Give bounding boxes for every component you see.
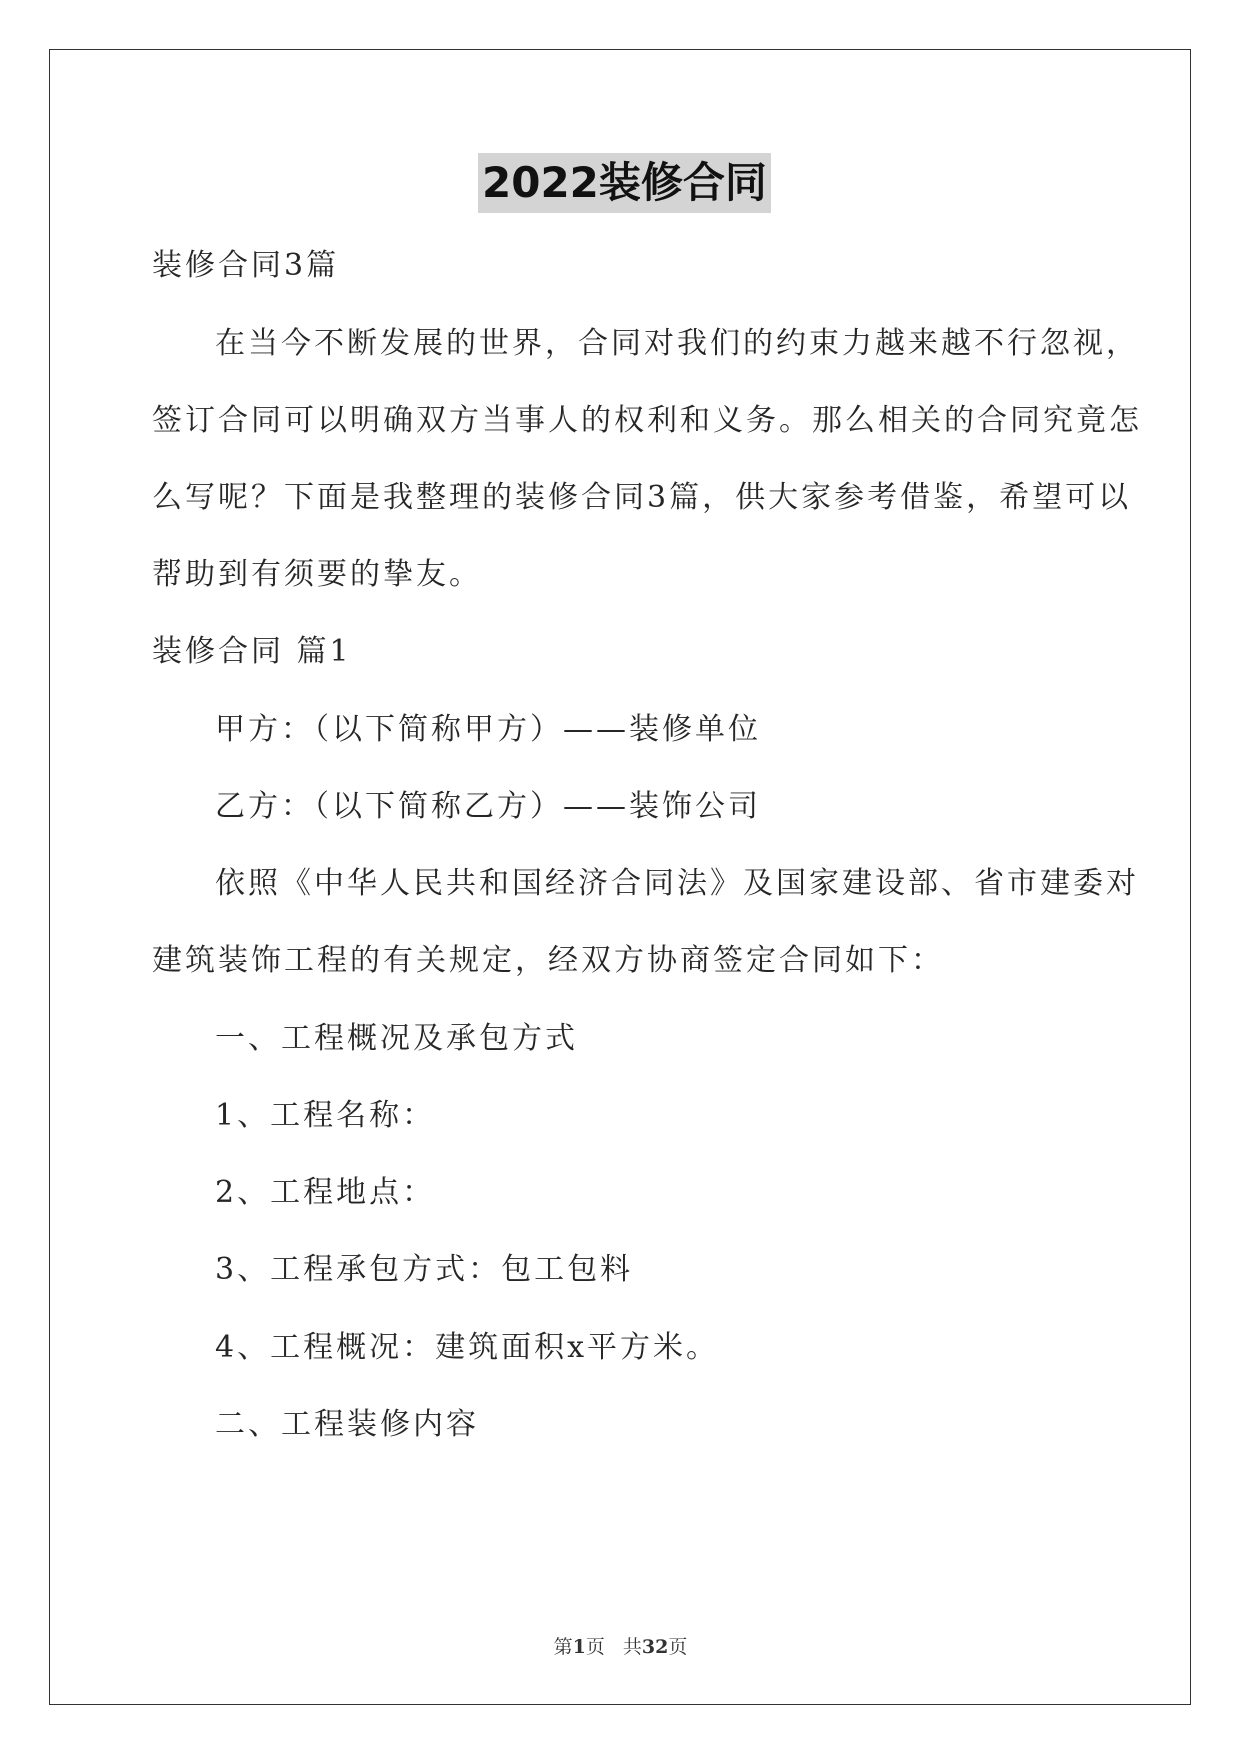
clause-item: 1、工程名称： bbox=[215, 1098, 436, 1133]
section-heading: 装修合同3篇 bbox=[152, 248, 340, 283]
document-title: 2022装修合同 bbox=[478, 153, 771, 213]
clause-heading: 二、工程装修内容 bbox=[215, 1407, 479, 1442]
party-b-line: 乙方：（以下简称乙方）——装饰公司 bbox=[215, 789, 761, 824]
footer-total-pages: 32 bbox=[641, 1636, 669, 1658]
section-heading: 装修合同 篇1 bbox=[152, 634, 352, 669]
footer-total-prefix: 共 bbox=[622, 1636, 642, 1658]
footer-total-suffix: 页 bbox=[668, 1636, 688, 1658]
intro-paragraph-line: 签订合同可以明确双方当事人的权利和义务。那么相关的合同究竟怎 bbox=[152, 403, 1142, 438]
clause-item: 3、工程承包方式：包工包料 bbox=[215, 1252, 634, 1287]
footer-page-number: 1 bbox=[572, 1636, 586, 1658]
clause-item: 2、工程地点： bbox=[215, 1175, 436, 1210]
clause-heading: 一、工程概况及承包方式 bbox=[215, 1021, 578, 1056]
footer-page-suffix: 页 bbox=[585, 1636, 605, 1658]
basis-paragraph-line: 依照《中华人民共和国经济合同法》及国家建设部、省市建委对 bbox=[215, 866, 1139, 901]
clause-item: 4、工程概况：建筑面积x平方米。 bbox=[215, 1330, 720, 1365]
basis-paragraph-line: 建筑装饰工程的有关规定，经双方协商签定合同如下： bbox=[152, 943, 944, 978]
intro-paragraph-line: 在当今不断发展的世界，合同对我们的约束力越来越不行忽视， bbox=[215, 326, 1139, 361]
party-a-line: 甲方：（以下简称甲方）——装修单位 bbox=[215, 712, 761, 747]
intro-paragraph-line: 么写呢？下面是我整理的装修合同3篇，供大家参考借鉴，希望可以 bbox=[152, 480, 1132, 515]
footer-prefix: 第 bbox=[553, 1636, 573, 1658]
page-footer bbox=[0, 1632, 1241, 1659]
intro-paragraph-line: 帮助到有须要的挚友。 bbox=[152, 557, 482, 592]
